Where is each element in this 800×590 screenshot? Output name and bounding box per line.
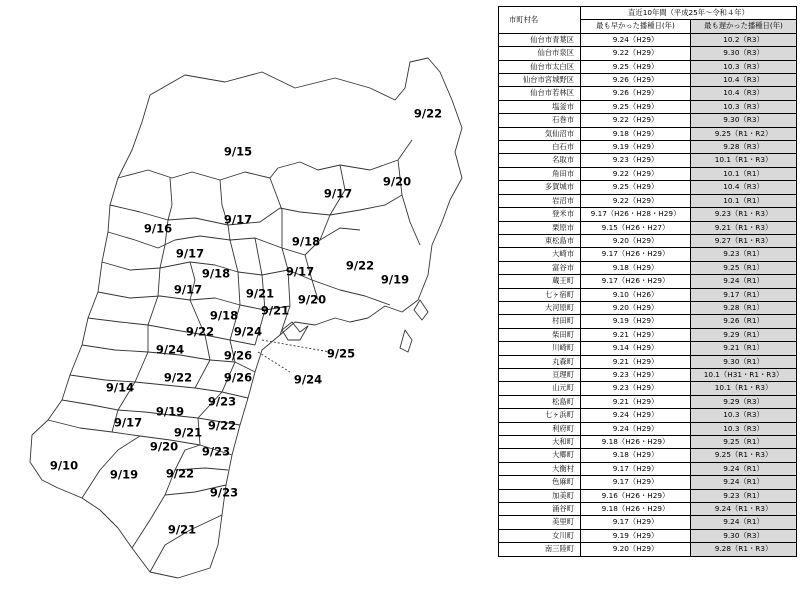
island-outline	[414, 300, 428, 320]
latest-date-cell: 9.24（R1）	[691, 516, 797, 529]
municipality-cell: 山元町	[499, 382, 581, 395]
municipality-cell: 多賀城市	[499, 181, 581, 194]
map-date-label-kawasaki: 9/17	[113, 415, 143, 430]
latest-date-cell: 9.29（R1）	[691, 328, 797, 341]
table-row	[499, 355, 797, 368]
header-recent-10-years: 直近10年間（平成25年～令和４年）	[581, 7, 797, 20]
municipality-cell: 加美町	[499, 489, 581, 502]
table-row	[499, 409, 797, 422]
table-row	[499, 234, 797, 247]
municipality-cell: 仙台市宮城野区	[499, 74, 581, 87]
municipality-cell: 栗原市	[499, 221, 581, 234]
latest-date-cell: 10.1（R1・R3）	[691, 382, 797, 395]
municipality-cell: 白石市	[499, 141, 581, 154]
table-row	[499, 261, 797, 274]
map-date-label-taiwa: 9/18	[209, 308, 239, 323]
map-date-label-sendai_w: 9/24	[155, 342, 185, 357]
map-date-label-rifu: 9/24	[233, 324, 263, 339]
municipality-cell: 蔵王町	[499, 275, 581, 288]
table-row	[499, 181, 797, 194]
earliest-date-cell: 9.15（H26・H27）	[581, 221, 691, 234]
map-date-label-watari: 9/22	[207, 418, 237, 433]
map-date-label-zao: 9/14	[105, 380, 135, 395]
prefecture-outline	[30, 58, 462, 578]
table-row	[499, 221, 797, 234]
map-date-label-watari2: 9/23	[209, 485, 239, 500]
earliest-date-cell: 9.17（H26・H29）	[581, 275, 691, 288]
municipality-cell: 角田市	[499, 167, 581, 180]
municipality-cell: 登米市	[499, 208, 581, 221]
municipality-cell: 涌谷町	[499, 503, 581, 516]
municipality-cell: 大河原町	[499, 301, 581, 314]
earliest-date-cell: 9.22（H29）	[581, 167, 691, 180]
municipality-cell: 南三陸町	[499, 543, 581, 556]
latest-date-cell: 9.21（R1）	[691, 342, 797, 355]
municipality-cell: 柴田町	[499, 328, 581, 341]
table-row	[499, 462, 797, 475]
table-row	[499, 33, 797, 46]
table-row	[499, 194, 797, 207]
earliest-date-cell: 9.22（H29）	[581, 194, 691, 207]
table-row	[499, 489, 797, 502]
earliest-date-cell: 9.21（H29）	[581, 328, 691, 341]
municipality-cell: 富谷市	[499, 261, 581, 274]
table-row	[499, 60, 797, 73]
map-date-label-taiwa_n: 9/17	[173, 282, 203, 297]
latest-date-cell: 10.4（R3）	[691, 74, 797, 87]
earliest-date-cell: 9.20（H29）	[581, 543, 691, 556]
header-earliest-date: 最も早かった播種日(年)	[581, 20, 691, 33]
boundary-line	[118, 140, 412, 180]
municipality-cell: 大郷町	[499, 449, 581, 462]
latest-date-cell: 9.26（R1）	[691, 315, 797, 328]
map-date-label-higashimatsushima: 9/20	[297, 292, 327, 307]
map-date-label-natori: 9/26	[223, 370, 253, 385]
map-date-label-kesennuma: 9/22	[413, 106, 443, 121]
sowing-date-table	[498, 6, 797, 557]
earliest-date-cell: 9.24（H29）	[581, 422, 691, 435]
earliest-date-cell: 9.10（H26）	[581, 288, 691, 301]
map-date-label-yamamoto: 9/23	[201, 444, 231, 459]
map-date-label-ohira: 9/18	[201, 266, 231, 281]
earliest-date-cell: 9.18（H29）	[581, 127, 691, 140]
latest-date-cell: 9.30（R1）	[691, 355, 797, 368]
earliest-date-cell: 9.17（H29）	[581, 462, 691, 475]
earliest-date-cell: 9.16（H26・H29）	[581, 489, 691, 502]
earliest-date-cell: 9.17（H26・H28・H29）	[581, 208, 691, 221]
municipality-cell: 岩沼市	[499, 194, 581, 207]
map-date-label-osaki: 9/16	[143, 221, 173, 236]
earliest-date-cell: 9.23（H29）	[581, 154, 691, 167]
municipality-cell: 仙台市泉区	[499, 47, 581, 60]
municipality-cell: 七ヶ浜町	[499, 409, 581, 422]
map-date-label-shichikashuku: 9/10	[49, 458, 79, 473]
map-date-label-osato: 9/21	[245, 286, 275, 301]
latest-date-cell: 9.17（R1）	[691, 288, 797, 301]
latest-date-cell: 10.1（H31・R1・R3）	[691, 368, 797, 381]
latest-date-cell: 10.3（R3）	[691, 60, 797, 73]
earliest-date-cell: 9.19（H29）	[581, 529, 691, 542]
municipality-cell: 色麻町	[499, 476, 581, 489]
earliest-date-cell: 9.17（H29）	[581, 516, 691, 529]
table-row	[499, 436, 797, 449]
latest-date-cell: 9.28（R1・R3）	[691, 543, 797, 556]
sowing-date-table-container	[498, 6, 796, 557]
boundary-line	[320, 165, 345, 240]
municipality-cell: 塩釜市	[499, 100, 581, 113]
latest-date-cell: 9.25（R1・R3）	[691, 449, 797, 462]
latest-date-cell: 9.24（R1）	[691, 275, 797, 288]
map-date-label-shiogama: 9/25	[326, 346, 356, 361]
municipality-cell: 女川町	[499, 529, 581, 542]
latest-date-cell: 10.1（R1）	[691, 194, 797, 207]
latest-date-cell: 10.3（R3）	[691, 100, 797, 113]
latest-date-cell: 10.4（R3）	[691, 87, 797, 100]
map-date-label-tagajo: 9/24	[293, 372, 323, 387]
municipality-cell: 川崎町	[499, 342, 581, 355]
map-date-label-onagawa: 9/19	[380, 272, 410, 287]
municipality-cell: 東松島市	[499, 234, 581, 247]
latest-date-cell: 9.24（R1）	[691, 476, 797, 489]
island-outline	[400, 330, 412, 352]
table-row	[499, 208, 797, 221]
table-row	[499, 288, 797, 301]
municipality-cell: 亘理町	[499, 368, 581, 381]
table-row	[499, 167, 797, 180]
map-date-label-sendai_s: 9/22	[163, 370, 193, 385]
earliest-date-cell: 9.20（H29）	[581, 301, 691, 314]
municipality-cell: 石巻市	[499, 114, 581, 127]
earliest-date-cell: 9.17（H29）	[581, 476, 691, 489]
earliest-date-cell: 9.14（H29）	[581, 342, 691, 355]
map-date-label-tomiya: 9/22	[185, 324, 215, 339]
latest-date-cell: 9.28（R3）	[691, 141, 797, 154]
earliest-date-cell: 9.18（H26・H29）	[581, 503, 691, 516]
municipality-cell: 大和町	[499, 436, 581, 449]
latest-date-cell: 9.27（R1・R3）	[691, 234, 797, 247]
table-row	[499, 275, 797, 288]
table-row	[499, 342, 797, 355]
map-date-label-iwanuma: 9/23	[207, 394, 237, 409]
municipality-cell: 気仙沼市	[499, 127, 581, 140]
earliest-date-cell: 9.24（H29）	[581, 409, 691, 422]
latest-date-cell: 9.21（R1・R3）	[691, 221, 797, 234]
table-body	[499, 33, 797, 556]
municipality-cell: 七ヶ宿町	[499, 288, 581, 301]
boundary-line	[398, 160, 420, 245]
latest-date-cell: 10.3（R3）	[691, 409, 797, 422]
earliest-date-cell: 9.23（H29）	[581, 368, 691, 381]
earliest-date-cell: 9.26（H29）	[581, 74, 691, 87]
latest-date-cell: 9.25（R1・R2）	[691, 127, 797, 140]
leader-line	[258, 352, 290, 372]
latest-date-cell: 10.3（R3）	[691, 422, 797, 435]
earliest-date-cell: 9.19（H29）	[581, 141, 691, 154]
municipality-cell: 名取市	[499, 154, 581, 167]
municipality-cell: 丸森町	[499, 355, 581, 368]
latest-date-cell: 10.4（R3）	[691, 181, 797, 194]
earliest-date-cell: 9.26（H29）	[581, 87, 691, 100]
municipality-cell: 松島町	[499, 395, 581, 408]
header-latest-date: 最も遅かった播種日(年)	[691, 20, 797, 33]
earliest-date-cell: 9.21（H29）	[581, 355, 691, 368]
table-row	[499, 516, 797, 529]
latest-date-cell: 9.24（R1・R3）	[691, 503, 797, 516]
earliest-date-cell: 9.18（H26・H29）	[581, 436, 691, 449]
map-date-label-misato: 9/17	[285, 264, 315, 279]
municipality-cell: 仙台市太白区	[499, 60, 581, 73]
latest-date-cell: 9.30（R3）	[691, 529, 797, 542]
map-date-label-kurihara: 9/15	[223, 144, 253, 159]
map-date-label-ogawara: 9/21	[173, 425, 203, 440]
table-row	[499, 543, 797, 556]
map-date-label-ishinomaki: 9/22	[345, 258, 375, 273]
table-row	[499, 422, 797, 435]
municipality-cell: 仙台市青葉区	[499, 33, 581, 46]
map-date-label-tome: 9/17	[323, 186, 353, 201]
table-row	[499, 529, 797, 542]
table-row	[499, 100, 797, 113]
earliest-date-cell: 9.21（H29）	[581, 395, 691, 408]
earliest-date-cell: 9.25（H29）	[581, 181, 691, 194]
municipality-cell: 大衡村	[499, 462, 581, 475]
map-date-label-shiroishi: 9/19	[109, 467, 139, 482]
table-row	[499, 114, 797, 127]
earliest-date-cell: 9.17（H26・H29）	[581, 248, 691, 261]
header-municipality: 市町村名	[499, 7, 581, 34]
latest-date-cell: 9.23（R1）	[691, 489, 797, 502]
municipality-cell: 村田町	[499, 315, 581, 328]
earliest-date-cell: 9.19（H29）	[581, 315, 691, 328]
table-row	[499, 368, 797, 381]
latest-date-cell: 9.24（R1）	[691, 462, 797, 475]
latest-date-cell: 10.2（R3）	[691, 33, 797, 46]
table-row	[499, 87, 797, 100]
table-row	[499, 315, 797, 328]
earliest-date-cell: 9.22（H29）	[581, 114, 691, 127]
map-date-label-shikama: 9/17	[175, 246, 205, 261]
table-row	[499, 127, 797, 140]
bay-detail	[282, 322, 308, 340]
map-date-label-minamisanriku: 9/20	[382, 174, 412, 189]
earliest-date-cell: 9.20（H29）	[581, 234, 691, 247]
earliest-date-cell: 9.24（H29）	[581, 33, 691, 46]
earliest-date-cell: 9.23（H29）	[581, 382, 691, 395]
latest-date-cell: 9.23（R1・R3）	[691, 208, 797, 221]
latest-date-cell: 9.28（R1）	[691, 301, 797, 314]
latest-date-cell: 9.23（R1）	[691, 248, 797, 261]
latest-date-cell: 9.29（R3）	[691, 395, 797, 408]
latest-date-cell: 9.25（R1）	[691, 261, 797, 274]
earliest-date-cell: 9.18（H29）	[581, 261, 691, 274]
table-row	[499, 301, 797, 314]
table-row	[499, 154, 797, 167]
table-row	[499, 476, 797, 489]
municipality-cell: 仙台市若林区	[499, 87, 581, 100]
earliest-date-cell: 9.18（H29）	[581, 449, 691, 462]
map-date-label-wakuya: 9/18	[291, 234, 321, 249]
municipality-cell: 大崎市	[499, 248, 581, 261]
municipality-cell: 美里町	[499, 516, 581, 529]
map-date-label-marumori: 9/21	[167, 522, 197, 537]
map-date-label-kami: 9/17	[223, 212, 253, 227]
earliest-date-cell: 9.22（H29）	[581, 47, 691, 60]
table-row	[499, 248, 797, 261]
table-row	[499, 395, 797, 408]
table-row	[499, 503, 797, 516]
latest-date-cell: 9.30（R3）	[691, 47, 797, 60]
latest-date-cell: 9.25（R1）	[691, 436, 797, 449]
map-date-label-sendai_c: 9/26	[223, 348, 253, 363]
table-row	[499, 141, 797, 154]
map-date-label-murata: 9/19	[155, 404, 185, 419]
map-date-label-matsushima: 9/21	[260, 303, 290, 318]
latest-date-cell: 10.1（R1）	[691, 167, 797, 180]
earliest-date-cell: 9.25（H29）	[581, 60, 691, 73]
table-row	[499, 47, 797, 60]
map-date-label-kakuda: 9/22	[165, 466, 195, 481]
map-date-label-shibata: 9/20	[149, 439, 179, 454]
table-row	[499, 449, 797, 462]
latest-date-cell: 9.30（R3）	[691, 114, 797, 127]
table-row	[499, 328, 797, 341]
earliest-date-cell: 9.25（H29）	[581, 100, 691, 113]
latest-date-cell: 10.1（R1・R3）	[691, 154, 797, 167]
municipality-cell: 利府町	[499, 422, 581, 435]
table-row	[499, 382, 797, 395]
table-row	[499, 74, 797, 87]
